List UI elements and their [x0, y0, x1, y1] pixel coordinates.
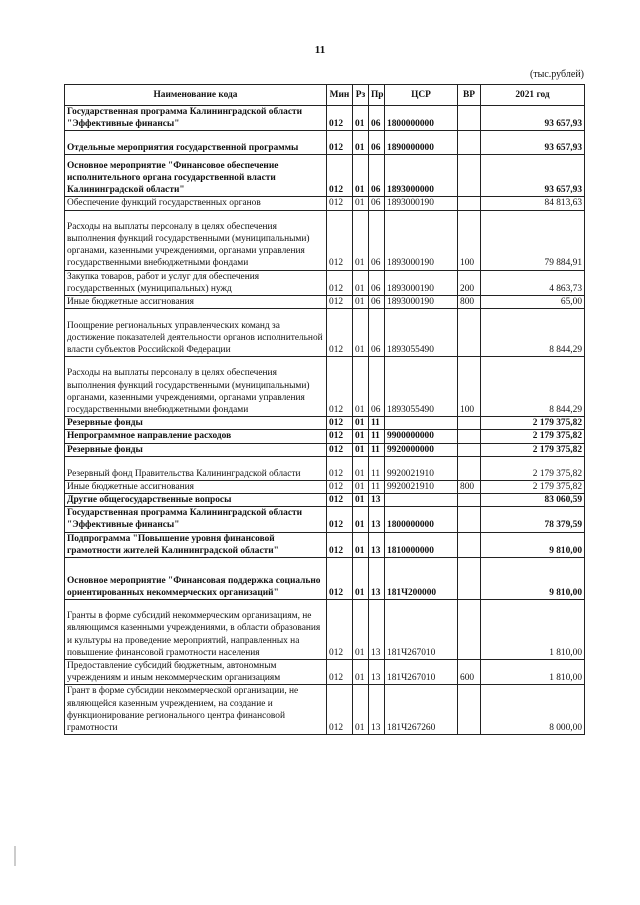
row-amount: 84 813,63 [481, 197, 585, 210]
row-csr: 1893000190 [385, 296, 458, 309]
row-name: Государственная программа Калининградской области "Эффективные финансы" [65, 507, 327, 532]
table-row [65, 660, 585, 685]
row-rz: 01 [353, 296, 369, 309]
row-min: 012 [327, 309, 353, 357]
table-row [65, 480, 585, 493]
row-name: Предоставление субсидий бюджетным, автономным учреждениям и иным некоммерческим организациям [65, 660, 327, 685]
row-amount: 4 863,73 [481, 270, 585, 295]
row-pr: 13 [369, 532, 385, 557]
table-row [65, 357, 585, 417]
row-pr: 06 [369, 357, 385, 417]
row-name: Непрограммное направление расходов [65, 430, 327, 443]
row-min: 012 [327, 155, 353, 197]
row-amount: 2 179 375,82 [481, 456, 585, 480]
row-rz: 01 [353, 494, 369, 507]
row-pr: 11 [369, 417, 385, 430]
row-csr [385, 417, 458, 430]
row-amount: 9 810,00 [481, 532, 585, 557]
table-row [65, 417, 585, 430]
row-amount: 8 000,00 [481, 685, 585, 735]
row-min: 012 [327, 685, 353, 735]
row-rz: 01 [353, 357, 369, 417]
row-amount: 2 179 375,82 [481, 430, 585, 443]
row-pr: 13 [369, 494, 385, 507]
row-amount: 93 657,93 [481, 131, 585, 155]
row-amount: 8 844,29 [481, 309, 585, 357]
row-vr: 600 [458, 660, 481, 685]
table-row [65, 456, 585, 480]
row-vr: 800 [458, 296, 481, 309]
header-rz: Рз [353, 85, 369, 106]
row-vr: 100 [458, 210, 481, 270]
row-amount: 2 179 375,82 [481, 480, 585, 493]
row-rz: 01 [353, 443, 369, 456]
row-amount: 65,00 [481, 296, 585, 309]
table-row [65, 430, 585, 443]
table-row [65, 443, 585, 456]
table-row [65, 106, 585, 131]
header-min: Мин [327, 85, 353, 106]
table-row [65, 131, 585, 155]
row-amount: 93 657,93 [481, 106, 585, 131]
row-csr: 9920021910 [385, 456, 458, 480]
row-name: Расходы на выплаты персоналу в целях обеспечения выполнения функций государственными (муниципальными) органами, казенными учреждениями, органами управления государственными внебюджетными фондами [65, 357, 327, 417]
table-row [65, 532, 585, 557]
row-name: Иные бюджетные ассигнования [65, 296, 327, 309]
row-vr: 200 [458, 270, 481, 295]
row-amount: 9 810,00 [481, 558, 585, 600]
row-csr: 1810000000 [385, 532, 458, 557]
row-vr [458, 443, 481, 456]
table-row [65, 155, 585, 197]
row-min: 012 [327, 417, 353, 430]
scan-artifact [14, 846, 16, 866]
row-name: Основное мероприятие "Финансовое обеспечение исполнительного органа государственной власти Калининградской области" [65, 155, 327, 197]
units-label: (тыс.рублей) [529, 69, 584, 80]
row-pr: 11 [369, 456, 385, 480]
row-vr [458, 430, 481, 443]
row-pr: 11 [369, 443, 385, 456]
row-rz: 01 [353, 417, 369, 430]
table-row [65, 494, 585, 507]
row-csr: 181Ч200000 [385, 558, 458, 600]
row-min: 012 [327, 357, 353, 417]
budget-table [64, 84, 585, 735]
row-pr: 06 [369, 155, 385, 197]
row-rz: 01 [353, 558, 369, 600]
row-rz: 01 [353, 270, 369, 295]
header-name: Наименование кода [65, 85, 327, 106]
row-vr [458, 417, 481, 430]
row-name: Другие общегосударственные вопросы [65, 494, 327, 507]
header-year: 2021 год [481, 85, 585, 106]
row-csr: 1893000190 [385, 210, 458, 270]
row-pr: 06 [369, 106, 385, 131]
row-rz: 01 [353, 210, 369, 270]
row-name: Государственная программа Калининградской области "Эффективные финансы" [65, 106, 327, 131]
row-rz: 01 [353, 507, 369, 532]
row-rz: 01 [353, 430, 369, 443]
table-header-row [65, 85, 585, 106]
table-row [65, 309, 585, 357]
row-min: 012 [327, 532, 353, 557]
row-pr: 06 [369, 131, 385, 155]
row-pr: 06 [369, 197, 385, 210]
row-vr [458, 494, 481, 507]
row-pr: 06 [369, 270, 385, 295]
row-rz: 01 [353, 480, 369, 493]
row-rz: 01 [353, 600, 369, 660]
row-rz: 01 [353, 131, 369, 155]
header-csr: ЦСР [385, 85, 458, 106]
row-vr [458, 532, 481, 557]
row-amount: 78 379,59 [481, 507, 585, 532]
row-min: 012 [327, 600, 353, 660]
row-amount: 2 179 375,82 [481, 443, 585, 456]
row-min: 012 [327, 494, 353, 507]
row-min: 012 [327, 197, 353, 210]
row-vr: 800 [458, 480, 481, 493]
table-row [65, 558, 585, 600]
row-min: 012 [327, 480, 353, 493]
row-name: Резервные фонды [65, 443, 327, 456]
row-csr: 1800000000 [385, 507, 458, 532]
row-rz: 01 [353, 532, 369, 557]
row-rz: 01 [353, 155, 369, 197]
row-csr: 1893055490 [385, 357, 458, 417]
row-name: Резервный фонд Правительства Калининградской области [65, 456, 327, 480]
row-min: 012 [327, 296, 353, 309]
row-csr: 9920021910 [385, 480, 458, 493]
row-rz: 01 [353, 197, 369, 210]
row-rz: 01 [353, 309, 369, 357]
row-vr: 100 [458, 357, 481, 417]
row-csr: 1893000190 [385, 270, 458, 295]
row-amount: 8 844,29 [481, 357, 585, 417]
table-row [65, 600, 585, 660]
row-csr: 1890000000 [385, 131, 458, 155]
table-row [65, 270, 585, 295]
row-amount: 93 657,93 [481, 155, 585, 197]
row-rz: 01 [353, 456, 369, 480]
row-csr: 1893000000 [385, 155, 458, 197]
row-name: Отдельные мероприятия государственной программы [65, 131, 327, 155]
row-pr: 06 [369, 309, 385, 357]
row-pr: 13 [369, 507, 385, 532]
row-amount: 83 060,59 [481, 494, 585, 507]
row-pr: 06 [369, 296, 385, 309]
row-min: 012 [327, 430, 353, 443]
row-name: Обеспечение функций государственных органов [65, 197, 327, 210]
row-csr: 181Ч267260 [385, 685, 458, 735]
row-rz: 01 [353, 685, 369, 735]
row-min: 012 [327, 456, 353, 480]
row-min: 012 [327, 443, 353, 456]
header-vr: ВР [458, 85, 481, 106]
row-min: 012 [327, 131, 353, 155]
row-rz: 01 [353, 660, 369, 685]
row-name: Резервные фонды [65, 417, 327, 430]
row-amount: 1 810,00 [481, 660, 585, 685]
row-csr: 181Ч267010 [385, 600, 458, 660]
row-vr [458, 309, 481, 357]
row-pr: 11 [369, 430, 385, 443]
row-name: Закупка товаров, работ и услуг для обеспечения государственных (муниципальных) нужд [65, 270, 327, 295]
row-vr [458, 558, 481, 600]
row-name: Грант в форме субсидии некоммерческой организации, не являющейся казенным учреждением, на создание и функционирование регионального центра финансовой грамотности [65, 685, 327, 735]
table-row [65, 197, 585, 210]
row-pr: 13 [369, 600, 385, 660]
row-pr: 06 [369, 210, 385, 270]
row-amount: 2 179 375,82 [481, 417, 585, 430]
row-vr [458, 106, 481, 131]
row-vr [458, 685, 481, 735]
table-row [65, 685, 585, 735]
row-amount: 79 884,91 [481, 210, 585, 270]
row-rz: 01 [353, 106, 369, 131]
row-min: 012 [327, 660, 353, 685]
page-number: 11 [314, 44, 326, 56]
row-amount: 1 810,00 [481, 600, 585, 660]
row-min: 012 [327, 106, 353, 131]
row-min: 012 [327, 558, 353, 600]
row-min: 012 [327, 270, 353, 295]
row-csr: 181Ч267010 [385, 660, 458, 685]
row-pr: 13 [369, 660, 385, 685]
row-vr [458, 155, 481, 197]
row-csr: 1893055490 [385, 309, 458, 357]
row-csr [385, 494, 458, 507]
row-name: Подпрограмма "Повышение уровня финансовой грамотности жителей Калининградской области" [65, 532, 327, 557]
row-pr: 11 [369, 480, 385, 493]
table-row [65, 210, 585, 270]
row-min: 012 [327, 210, 353, 270]
row-name: Расходы на выплаты персоналу в целях обеспечения выполнения функций государственными (муниципальными) органами, казенными учреждениями, органами управления государственными внебюджетными фондами [65, 210, 327, 270]
row-vr [458, 197, 481, 210]
row-csr: 1893000190 [385, 197, 458, 210]
table-row [65, 507, 585, 532]
row-vr [458, 131, 481, 155]
row-name: Поощрение региональных управленческих команд за достижение показателей деятельности органов исполнительной власти субъектов Российской Федерации [65, 309, 327, 357]
row-pr: 13 [369, 558, 385, 600]
row-csr: 1800000000 [385, 106, 458, 131]
row-pr: 13 [369, 685, 385, 735]
row-vr [458, 600, 481, 660]
row-csr: 9900000000 [385, 430, 458, 443]
header-pr: Пр [369, 85, 385, 106]
row-csr: 9920000000 [385, 443, 458, 456]
row-name: Иные бюджетные ассигнования [65, 480, 327, 493]
table-row [65, 296, 585, 309]
row-vr [458, 456, 481, 480]
row-vr [458, 507, 481, 532]
row-name: Гранты в форме субсидий некоммерческим организациям, не являющимся казенными учреждениями, в области образования и культуры на проведение мероприятий, направленных на повышение финансовой грамотности населения [65, 600, 327, 660]
row-name: Основное мероприятие "Финансовая поддержка социально ориентированных некоммерческих организаций" [65, 558, 327, 600]
row-min: 012 [327, 507, 353, 532]
